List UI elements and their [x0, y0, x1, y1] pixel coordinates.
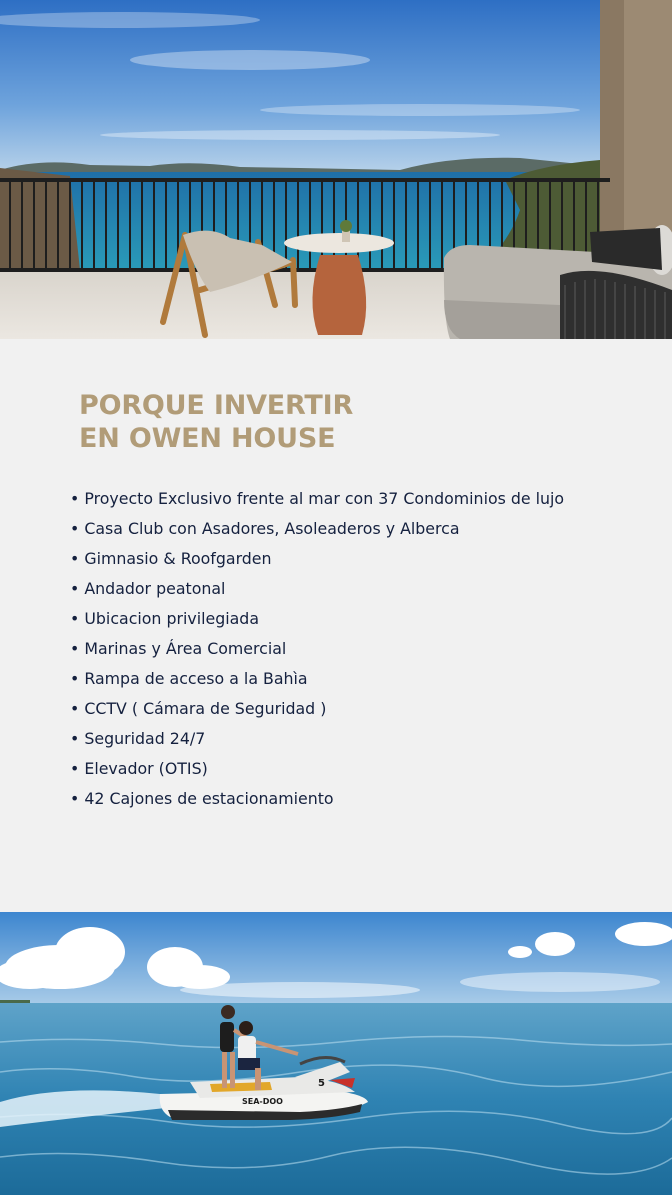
jet-ski-photo [0, 912, 672, 1195]
features-list [70, 484, 564, 814]
investment-reasons-section [0, 339, 672, 912]
feature-item: • Gimnasio & Roofgarden [70, 544, 564, 574]
feature-item: • Seguridad 24/7 [70, 724, 564, 754]
feature-item: • Ubicacion privilegiada [70, 604, 564, 634]
feature-item: • Elevador (OTIS) [70, 754, 564, 784]
balcony-ocean-view-photo [0, 0, 672, 339]
feature-item: • 42 Cajones de estacionamiento [70, 784, 564, 814]
jet-ski-brand: SEA-DOO [242, 1097, 283, 1106]
section-title-line1: PORQUE INVERTIR [79, 390, 354, 421]
feature-item: • Proyecto Exclusivo frente al mar con 37 Condominios de lujo [70, 484, 564, 514]
feature-item: • Andador peatonal [70, 574, 564, 604]
feature-item: • Casa Club con Asadores, Asoleaderos y Alberca [70, 514, 564, 544]
feature-item: • CCTV ( Cámara de Seguridad ) [70, 694, 564, 724]
feature-item: • Rampa de acceso a la Bahìa [70, 664, 564, 694]
jet-ski-number: 5 [318, 1078, 325, 1089]
section-title [79, 389, 353, 455]
section-title-line2: EN OWEN HOUSE [79, 423, 336, 454]
feature-item: • Marinas y Área Comercial [70, 634, 564, 664]
